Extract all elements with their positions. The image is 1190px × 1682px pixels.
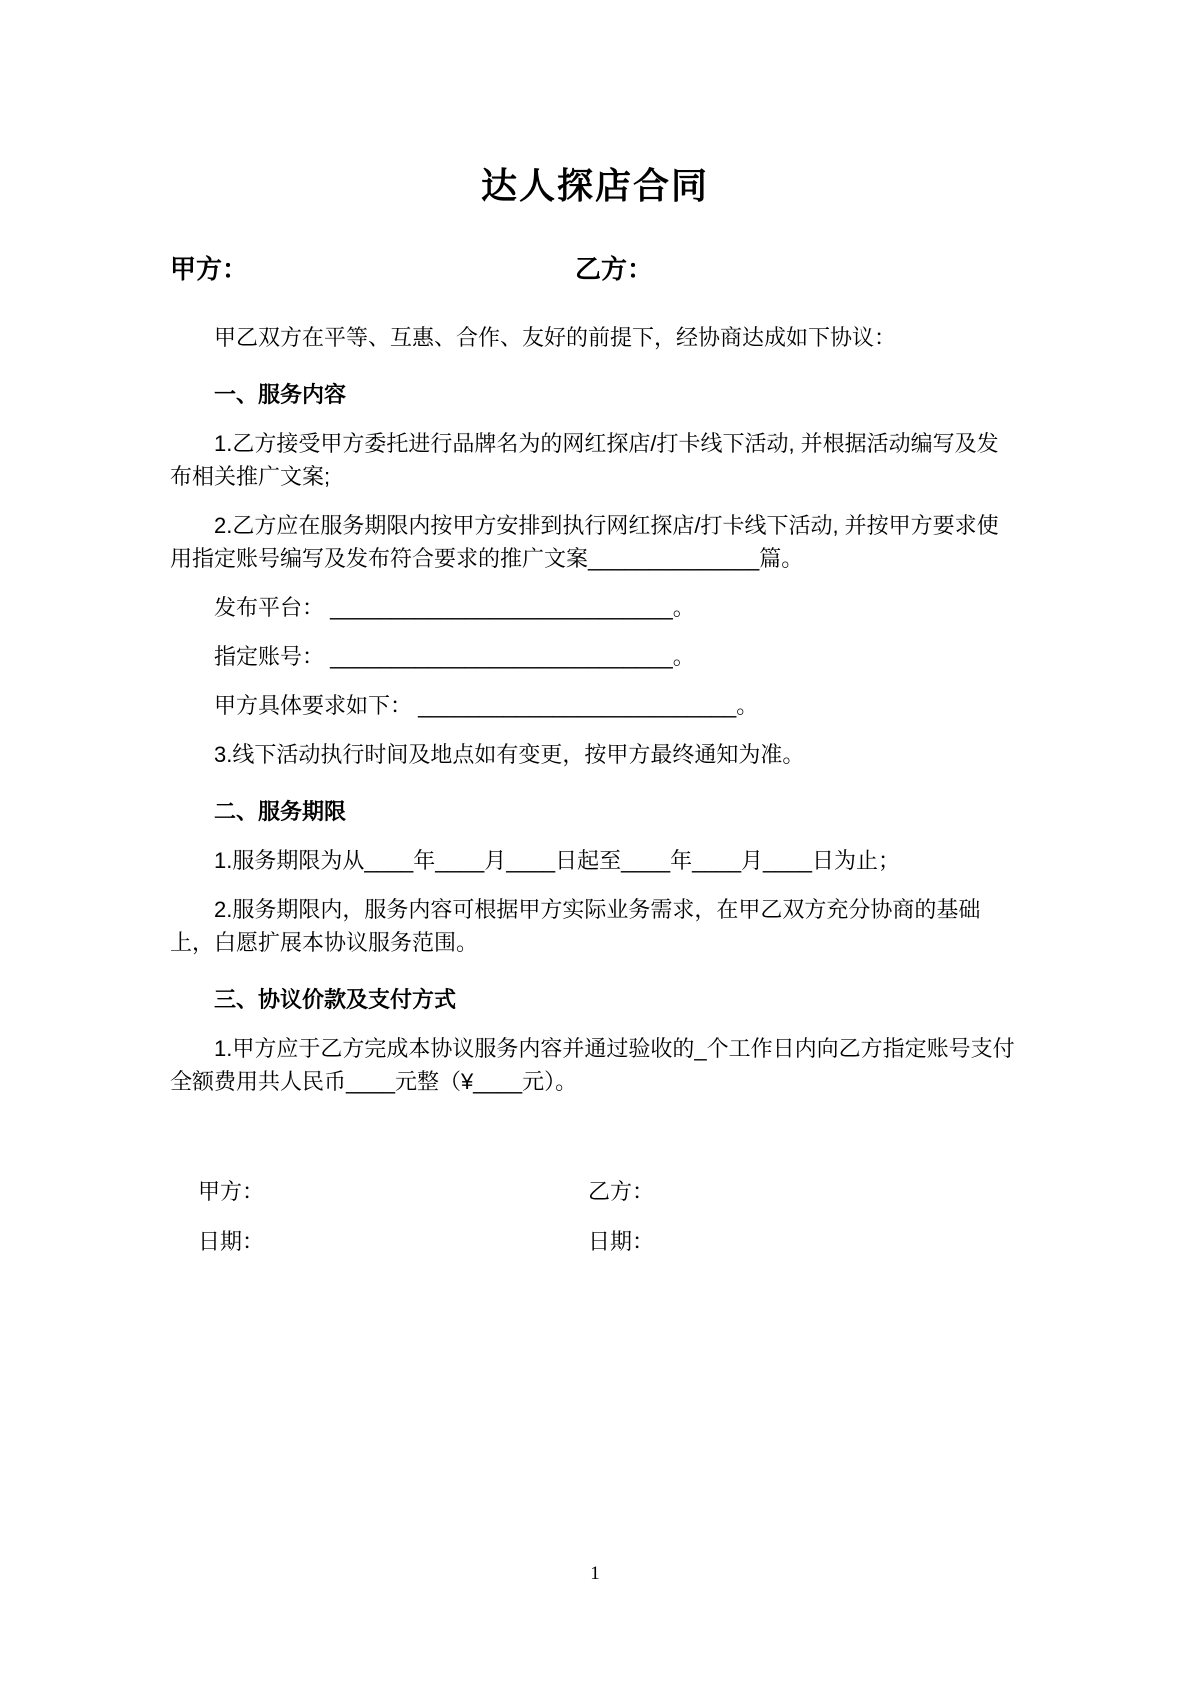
- intro-paragraph: 甲乙双方在平等、互惠、合作、友好的前提下，经协商达成如下协议：: [214, 325, 897, 350]
- section-2-paragraph-2: 2.服务期限内，服务内容可根据甲方实际业务需求，在甲乙双方充分协商的基础上，白愿扩展本协议服务范围。: [170, 897, 981, 955]
- signature-party-b-label: 乙方：: [588, 1179, 655, 1204]
- section-3-heading: 三、协议价款及支付方式: [214, 987, 457, 1012]
- signature-date-row: [198, 1225, 1020, 1258]
- signature-block: [170, 1175, 1020, 1258]
- section-2-paragraph-1: 1.服务期限为从____年____月____日起至____年____月____日为止；: [214, 848, 900, 873]
- parties-header: [170, 253, 1020, 285]
- party-b-label: 乙方：: [575, 254, 654, 284]
- designated-account-blank-line: 指定账号： ____________________________。: [214, 644, 695, 669]
- section-2-heading: 二、服务期限: [214, 799, 347, 824]
- signature-date-a-label: 日期：: [198, 1229, 265, 1254]
- section-1-paragraph-1: 1.乙方接受甲方委托进行品牌名为的网红探店/打卡线下活动, 并根据活动编写及发布相关推广文案;: [170, 431, 999, 489]
- signature-date-b-label: 日期：: [588, 1229, 655, 1254]
- party-a-label: 甲方：: [170, 254, 249, 284]
- section-1-heading: 一、服务内容: [214, 382, 347, 407]
- page-number: 1: [590, 1563, 600, 1584]
- publish-platform-blank-line: 发布平台： ____________________________。: [214, 595, 695, 620]
- party-a-requirements-blank-line: 甲方具体要求如下： __________________________。: [214, 693, 759, 718]
- document-title: 达人探店合同: [480, 165, 709, 206]
- section-3-paragraph-1: 1.甲方应于乙方完成本协议服务内容并通过验收的_个工作日内向乙方指定账号支付全额费用共人民币____元整（¥____元）。: [170, 1036, 1015, 1094]
- document-content: [170, 0, 1020, 1258]
- section-1-paragraph-3: 3.线下活动执行时间及地点如有变更，按甲方最终通知为准。: [214, 742, 805, 767]
- section-1-paragraph-2: 2.乙方应在服务期限内按甲方安排到执行网红探店/打卡线下活动, 并按甲方要求使用指定账号编写及发布符合要求的推广文案______________篇。: [170, 513, 999, 571]
- signature-party-row: [198, 1175, 1020, 1208]
- signature-party-a-label: 甲方：: [198, 1179, 265, 1204]
